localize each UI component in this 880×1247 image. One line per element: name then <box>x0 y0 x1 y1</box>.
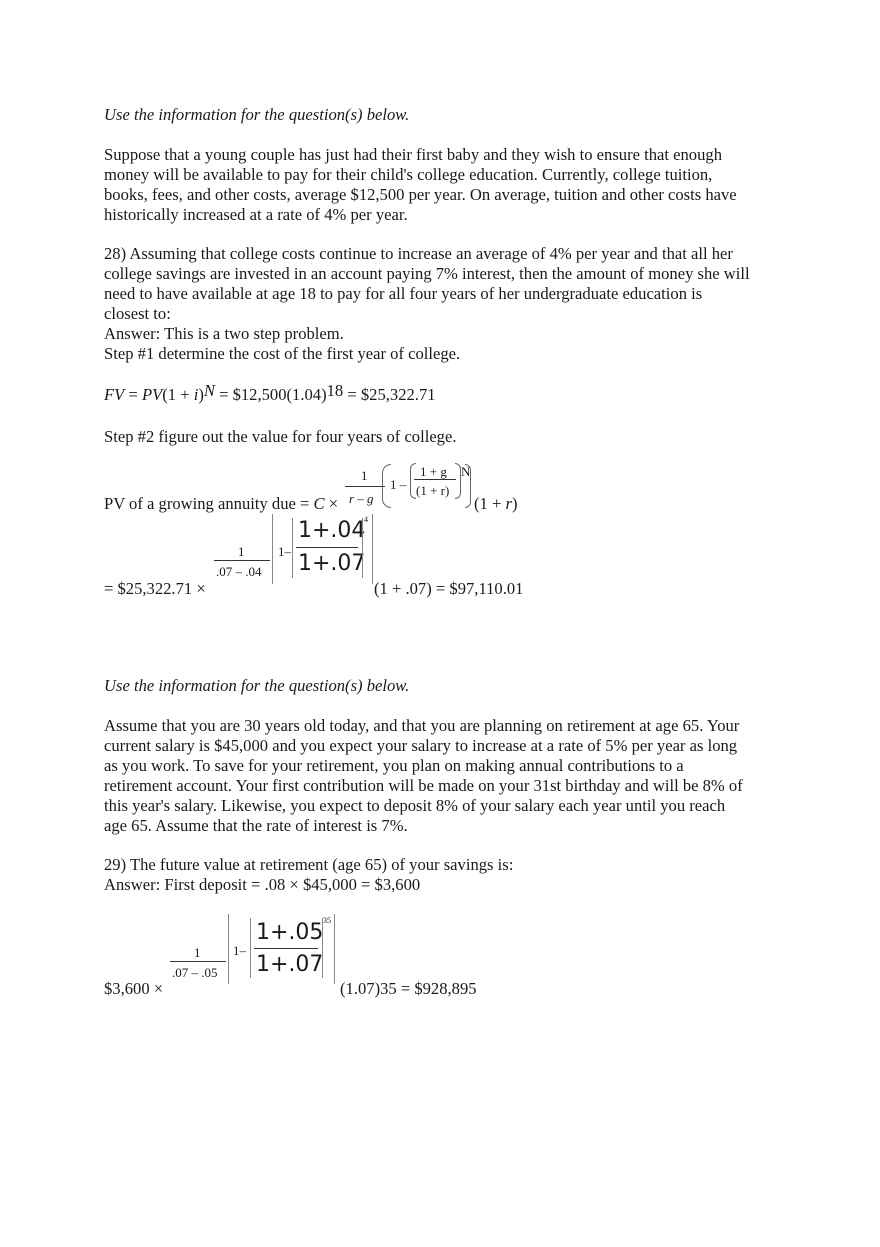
question-line: need to have available at age 18 to pay for all four years of her undergraduate education is <box>104 284 703 303</box>
section2-intro: Use the information for the question(s) below. <box>104 676 410 695</box>
scenario-line: money will be available to pay for their child's college education. Currently, college tuition, <box>104 165 713 184</box>
ga-one-plus-r: (1 + r) <box>416 483 450 498</box>
calc2-lhs: $3,600 × <box>104 979 164 998</box>
question-29 <box>104 855 794 895</box>
scenario-line: this year's salary. Likewise, you expect to deposit 8% of your salary each year until you reach <box>104 796 726 815</box>
calc2-exp: 35 <box>323 916 331 925</box>
calc1-tail: (1 + .07) = $97,110.01 <box>374 579 524 598</box>
scenario-line: Suppose that a young couple has just had their first baby and they wish to ensure that enough <box>104 145 722 164</box>
scenario-line: books, fees, and other costs, average $12,500 per year. On average, tuition and other costs have <box>104 185 737 204</box>
step2-line: Step #2 figure out the value for four years of college. <box>104 427 457 446</box>
calc2-den: 1+.07 <box>256 952 324 977</box>
calc2-num: 1+.05 <box>256 920 324 945</box>
step1-line: Step #1 determine the cost of the first year of college. <box>104 344 461 363</box>
ga-r-minus-g: r – g <box>349 491 374 506</box>
calc2-tail: (1.07)35 = $928,895 <box>340 979 477 998</box>
fv-symbol: FV <box>104 385 125 404</box>
calc2-one: 1 <box>194 945 201 960</box>
question-line: closest to: <box>104 304 171 323</box>
fv-close: ) <box>198 385 204 404</box>
c-symbol: C <box>313 494 325 513</box>
calc1-lhs: = $25,322.71 × <box>104 579 206 598</box>
question-line: 29) The future value at retirement (age 65) of your savings is: <box>104 855 514 874</box>
ga-right-brace <box>465 464 471 508</box>
ga-n: N <box>461 464 471 479</box>
calc1-denom: .07 – .04 <box>216 564 262 579</box>
fv-result: = $25,322.71 <box>343 385 436 404</box>
fv-mid: = $12,500(1.04) <box>214 385 327 404</box>
question-line: 28) Assuming that college costs continue to increase an average of 4% per year and that all her <box>104 244 733 263</box>
question-line: college savings are invested in an account paying 7% interest, then the amount of money she will <box>104 264 750 283</box>
scenario-line: as you work. To save for your retirement, you plan on making annual contributions to a <box>104 756 684 775</box>
section1-intro: Use the information for the question(s) below. <box>104 105 410 124</box>
section2-scenario <box>104 716 794 836</box>
calc1-one-minus: 1– <box>278 544 291 559</box>
calc1-one: 1 <box>238 544 245 559</box>
exp-18: 18 <box>326 381 344 400</box>
ga-times: × <box>324 494 339 513</box>
fv-eq: = <box>124 385 142 404</box>
section1-scenario <box>104 145 794 225</box>
calc2-one-minus: 1– <box>233 943 246 958</box>
calc2-denom: .07 – .05 <box>172 965 218 980</box>
growing-annuity-label <box>104 494 338 514</box>
ga-one-plus-g: 1 + g <box>420 464 447 479</box>
answer-line: Answer: This is a two step problem. <box>104 324 344 343</box>
pv-symbol: PV <box>141 385 163 404</box>
fv-formula <box>104 381 436 405</box>
ga-prefix: PV of a growing annuity due = <box>104 494 314 513</box>
ga-one-minus: 1 – <box>390 477 407 492</box>
ga-tail: (1 + r) <box>474 494 518 513</box>
scenario-line: age 65. Assume that the rate of interest is 7%. <box>104 816 408 835</box>
calc1-exp: 4 <box>364 515 368 524</box>
ga-one: 1 <box>361 468 368 483</box>
n-exponent: N <box>203 381 215 400</box>
scenario-line: current salary is $45,000 and you expect your salary to increase at a rate of 5% per year as long <box>104 736 738 755</box>
scenario-line: historically increased at a rate of 4% per year. <box>104 205 408 224</box>
question-28 <box>104 244 794 364</box>
calc1-den: 1+.07 <box>298 551 366 576</box>
i-symbol: i <box>193 385 199 404</box>
scenario-line: Assume that you are 30 years old today, and that you are planning on retirement at age 65. Your <box>104 716 740 735</box>
calc1-num: 1+.04 <box>298 518 366 543</box>
fv-paren: (1 + <box>162 385 194 404</box>
scenario-line: retirement account. Your first contribution will be made on your 31st birthday and will be 8% of <box>104 776 743 795</box>
answer-line: Answer: First deposit = .08 × $45,000 = $3,600 <box>104 875 421 894</box>
